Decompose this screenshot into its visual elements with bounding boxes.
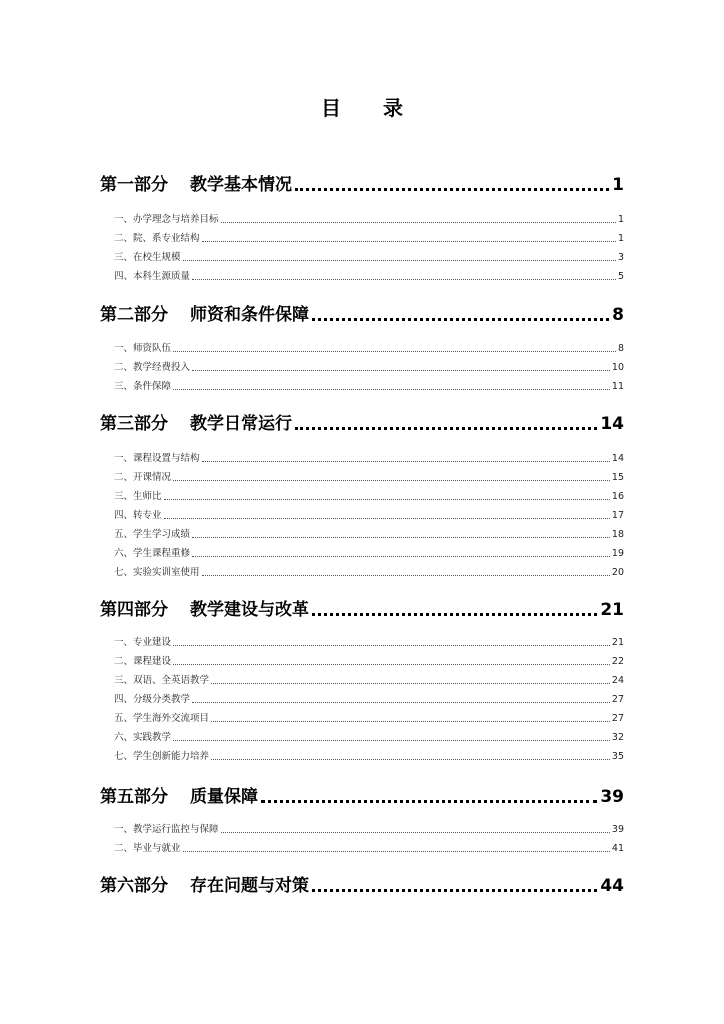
toc-part-1[interactable] xyxy=(100,170,624,196)
toc-item-label: 五、学生海外交流项目 xyxy=(114,713,210,724)
toc-item[interactable] xyxy=(114,841,624,855)
dot-leader xyxy=(312,318,609,321)
toc-item-label: 一、专业建设 xyxy=(114,637,172,648)
page-number: 18 xyxy=(611,529,624,540)
page-number: 27 xyxy=(611,713,624,724)
page-number: 24 xyxy=(611,675,624,686)
part-number: 第二部分 xyxy=(100,305,168,325)
toc-item[interactable] xyxy=(114,673,624,687)
dot-leader xyxy=(211,721,610,722)
page-number: 21 xyxy=(611,637,624,648)
part-title: 教学日常运行 xyxy=(190,414,292,434)
toc-item-label: 二、毕业与就业 xyxy=(114,843,181,854)
page-number: 8 xyxy=(617,343,624,354)
toc-part-4[interactable] xyxy=(100,595,624,621)
page-number: 16 xyxy=(611,491,624,502)
page-number: 1 xyxy=(617,214,624,225)
part-title: 教学基本情况 xyxy=(190,175,292,195)
toc-item-label: 二、开课情况 xyxy=(114,472,172,483)
toc-item-label: 一、教学运行监控与保障 xyxy=(114,824,219,835)
dot-leader xyxy=(211,683,610,684)
toc-part-3[interactable] xyxy=(100,409,624,435)
toc-item-label: 二、院、系专业结构 xyxy=(114,233,200,244)
dot-leader xyxy=(192,537,610,538)
toc-item[interactable] xyxy=(114,379,624,393)
page-number: 32 xyxy=(611,732,624,743)
page-number: 39 xyxy=(611,824,624,835)
dot-leader xyxy=(221,832,610,833)
dot-leader xyxy=(211,759,610,760)
toc-item[interactable] xyxy=(114,565,624,579)
dot-leader xyxy=(295,427,597,430)
toc-item[interactable] xyxy=(114,360,624,374)
dot-leader xyxy=(312,889,597,892)
page-number: 14 xyxy=(611,453,624,464)
page-title xyxy=(0,92,724,121)
page-number: 20 xyxy=(611,567,624,578)
part-title: 教学建设与改革 xyxy=(190,600,309,620)
toc-item-label: 二、教学经费投入 xyxy=(114,362,191,373)
dot-leader xyxy=(183,260,616,261)
page-number: 41 xyxy=(611,843,624,854)
page-number: 39 xyxy=(600,787,624,807)
page-number: 19 xyxy=(611,548,624,559)
dot-leader xyxy=(164,499,610,500)
page-number: 21 xyxy=(600,600,624,620)
dot-leader xyxy=(183,851,610,852)
toc-item[interactable] xyxy=(114,546,624,560)
toc-item[interactable] xyxy=(114,692,624,706)
toc-item[interactable] xyxy=(114,231,624,245)
toc-item-label: 六、学生课程重修 xyxy=(114,548,191,559)
dot-leader xyxy=(202,461,610,462)
title-char-1: 目 xyxy=(321,96,341,120)
dot-leader xyxy=(192,556,610,557)
page-number: 3 xyxy=(617,252,624,263)
page-number: 15 xyxy=(611,472,624,483)
page-number: 10 xyxy=(611,362,624,373)
toc-item[interactable] xyxy=(114,451,624,465)
page-number: 44 xyxy=(600,876,624,896)
dot-leader xyxy=(202,575,610,576)
toc-part-5[interactable] xyxy=(100,782,624,808)
toc-item-label: 三、在校生规模 xyxy=(114,252,181,263)
page-number: 11 xyxy=(611,381,624,392)
toc-item-label: 一、课程设置与结构 xyxy=(114,453,200,464)
toc-item-label: 五、学生学习成绩 xyxy=(114,529,191,540)
page-number: 14 xyxy=(600,414,624,434)
dot-leader xyxy=(202,241,616,242)
toc-item[interactable] xyxy=(114,212,624,226)
dot-leader xyxy=(164,518,610,519)
page-number: 27 xyxy=(611,694,624,705)
toc-item[interactable] xyxy=(114,822,624,836)
dot-leader xyxy=(173,351,616,352)
page-number: 1 xyxy=(617,233,624,244)
dot-leader xyxy=(261,800,597,803)
dot-leader xyxy=(221,222,616,223)
toc-item[interactable] xyxy=(114,269,624,283)
toc-item-label: 一、师资队伍 xyxy=(114,343,172,354)
part-title: 质量保障 xyxy=(190,787,258,807)
toc-item[interactable] xyxy=(114,341,624,355)
toc-item[interactable] xyxy=(114,250,624,264)
dot-leader xyxy=(173,480,610,481)
dot-leader xyxy=(173,664,610,665)
dot-leader xyxy=(312,613,597,616)
title-char-2: 录 xyxy=(383,96,403,120)
toc-item-label: 六、实践教学 xyxy=(114,732,172,743)
toc-item-label: 二、课程建设 xyxy=(114,656,172,667)
toc-item-label: 三、条件保障 xyxy=(114,381,172,392)
toc-item[interactable] xyxy=(114,635,624,649)
part-title: 师资和条件保障 xyxy=(190,305,309,325)
part-number: 第六部分 xyxy=(100,876,168,896)
dot-leader xyxy=(173,645,610,646)
dot-leader xyxy=(192,279,616,280)
toc-item-label: 一、办学理念与培养目标 xyxy=(114,214,219,225)
toc-item[interactable] xyxy=(114,470,624,484)
toc-item-label: 七、学生创新能力培养 xyxy=(114,751,210,762)
page-number: 17 xyxy=(611,510,624,521)
toc-item[interactable] xyxy=(114,508,624,522)
page-number: 35 xyxy=(611,751,624,762)
toc-item[interactable] xyxy=(114,654,624,668)
toc-item[interactable] xyxy=(114,489,624,503)
part-number: 第三部分 xyxy=(100,414,168,434)
dot-leader xyxy=(173,389,610,390)
page-number: 1 xyxy=(612,175,624,195)
part-number: 第一部分 xyxy=(100,175,168,195)
page-number: 5 xyxy=(617,271,624,282)
toc-item[interactable] xyxy=(114,711,624,725)
part-title: 存在问题与对策 xyxy=(190,876,309,896)
dot-leader xyxy=(192,370,610,371)
dot-leader xyxy=(295,188,609,191)
dot-leader xyxy=(192,702,610,703)
toc-part-2[interactable] xyxy=(100,300,624,326)
part-number: 第四部分 xyxy=(100,600,168,620)
toc-item-label: 三、生师比 xyxy=(114,491,162,502)
page-number: 8 xyxy=(612,305,624,325)
toc-item-label: 四、转专业 xyxy=(114,510,162,521)
toc-item[interactable] xyxy=(114,527,624,541)
toc-item-label: 四、分级分类教学 xyxy=(114,694,191,705)
toc-item-label: 七、实验实训室使用 xyxy=(114,567,200,578)
toc-item[interactable] xyxy=(114,749,624,763)
toc-part-6[interactable] xyxy=(100,871,624,897)
part-number: 第五部分 xyxy=(100,787,168,807)
dot-leader xyxy=(173,740,610,741)
page-number: 22 xyxy=(611,656,624,667)
toc-item-label: 四、本科生源质量 xyxy=(114,271,191,282)
toc-item-label: 三、双语、全英语教学 xyxy=(114,675,210,686)
toc-item[interactable] xyxy=(114,730,624,744)
